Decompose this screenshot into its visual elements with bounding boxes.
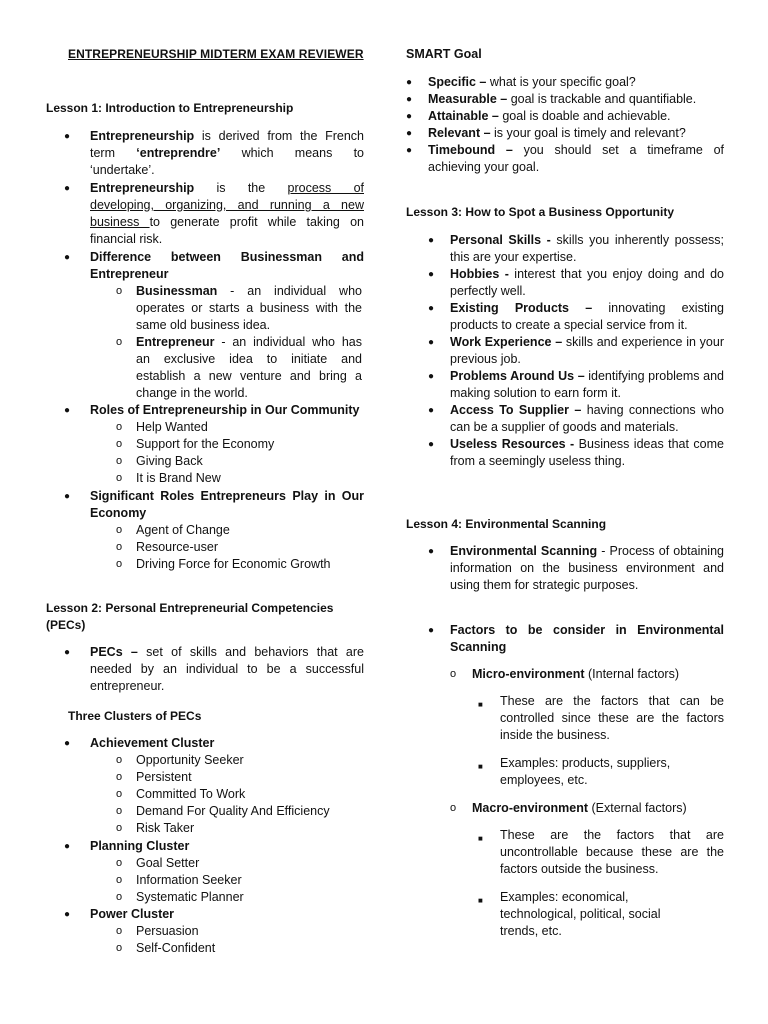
list-item: o Resource-user [116,540,218,554]
list-item: o Systematic Planner [116,890,244,904]
micro-item-1: ■ These are the factors that can be controlled since these are the factors inside the business. [478,694,724,742]
bullet-entrepreneurship-definition: ● Entrepreneurship is the process of developing, organizing, and running a new business to generate profit while taking on financial risk. [64,181,364,246]
bullet-power: ● Power Cluster [64,907,175,921]
square-bullet-icon: ■ [478,700,483,709]
list-item: ● Relevant – is your goal is timely and relevant? [406,126,686,140]
document-title: ENTREPRENEURSHIP MIDTERM EXAM REVIEWER [68,47,364,61]
list-item: o Committed To Work [116,787,246,801]
list-item: o Giving Back [116,454,203,468]
bullet-icon: ● [64,405,71,416]
square-bullet-icon: ■ [478,896,483,905]
smart-heading: SMART Goal [406,47,482,61]
bullet-icon: ● [64,491,71,502]
bullet-icon: ● [428,625,435,636]
list-item: ● Access To Supplier – having connections who can be a supplier of goods and materials. [428,403,724,434]
bullet-planning: ● Planning Cluster [64,839,190,853]
list-item: o It is Brand New [116,471,221,485]
list-item: o Goal Setter [116,856,200,870]
list-item: ● Work Experience – skills and experience in your previous job. [428,335,724,366]
lesson3-heading: Lesson 3: How to Spot a Business Opportunity [406,205,675,219]
list-item: ● Specific – what is your specific goal? [406,75,636,89]
list-item: o Help Wanted [116,420,208,434]
macro-item-1: ■ These are the factors that are uncontrollable because these are the factors outside the business. [478,828,724,876]
sub-businessman: o Businessman - an individual who operates or starts a business with the same old business idea. [116,284,362,332]
bullet-achievement: ● Achievement Cluster [64,736,215,750]
circle-bullet-icon: o [450,668,457,680]
list-item: ● Attainable – goal is doable and achievable. [406,109,671,123]
micro-item-2: ■ Examples: products, suppliers, employees, etc. [478,756,671,787]
bullet-icon: ● [64,841,71,852]
list-item: o Persuasion [116,924,199,938]
bullet-icon: ● [64,131,71,142]
list-item: ● Problems Around Us – identifying problems and making solution to earn form it. [428,369,724,400]
lesson4-heading: Lesson 4: Environmental Scanning [406,517,607,531]
sub-entrepreneur: o Entrepreneur - an individual who has an exclusive idea to initiate and establish a new venture and bring a change in the world. [116,335,362,400]
roles-list [116,419,274,487]
list-item: o Persistent [116,770,192,784]
list-item: o Self-Confident [116,941,216,955]
list-item: o Demand For Quality And Efficiency [116,804,330,818]
sub-micro-environment: o Micro-environment (Internal factors) [450,667,679,681]
smart-list [406,74,724,176]
list-item: o Agent of Change [116,523,230,537]
list-item: ● Timebound – you should set a timeframe of achieving your goal. [406,143,724,174]
bullet-pecs: ● PECs – set of skills and behaviors that are needed by an individual to be a successful entrepreneur. [64,645,364,693]
bullet-entrepreneurship-origin: ● Entrepreneurship is derived from the French term ‘entreprendre’ which means to ‘undertake’. [64,129,364,177]
macro-item-2: ■ Examples: economical, technological, political, social trends, etc. [478,890,661,938]
bullet-icon: ● [428,546,435,557]
square-bullet-icon: ■ [478,762,483,771]
list-item: ● Personal Skills - skills you inherently possess; this are your expertise. [428,233,724,264]
list-item: o Driving Force for Economic Growth [116,557,331,571]
sub-macro-environment: o Macro-environment (External factors) [450,801,687,815]
planning-list [116,855,244,906]
list-item: o Support for the Economy [116,437,275,451]
list-item: o Risk Taker [116,821,195,835]
lesson1-heading: Lesson 1: Introduction to Entrepreneurship [46,101,294,115]
bullet-environmental-scanning: ● Environmental Scanning - Process of obtaining information on the business environment and using them for strategic purposes. [428,544,724,592]
list-item: ● Measurable – goal is trackable and quantifiable. [406,92,697,106]
list-item: ● Useless Resources - Business ideas that come from a seemingly useless thing. [428,437,724,468]
bullet-significant-roles: ● Significant Roles Entrepreneurs Play in Our Economy [64,489,364,520]
bullet-icon: ● [64,647,71,658]
list-item: o Information Seeker [116,873,242,887]
circle-bullet-icon: o [116,285,123,297]
bullet-icon: ● [64,738,71,749]
circle-bullet-icon: o [116,336,123,348]
bullet-factors: ● Factors to be consider in Environmental Scanning [428,623,724,654]
significant-roles-list [116,522,331,573]
lesson2-heading: Lesson 2: Personal Entrepreneurial Competencies (PECs) [46,601,334,632]
bullet-difference: ● Difference between Businessman and Entrepreneur [64,250,364,281]
bullet-roles: ● Roles of Entrepreneurship in Our Community [64,403,360,417]
square-bullet-icon: ■ [478,834,483,843]
bullet-icon: ● [64,909,71,920]
bullet-icon: ● [64,183,71,194]
achievement-list [116,752,330,837]
bullet-icon: ● [64,252,71,263]
opportunity-list [428,232,724,470]
list-item: ● Existing Products – innovating existing products to create a special service from it. [428,301,724,332]
circle-bullet-icon: o [450,802,457,814]
power-list [116,923,215,957]
list-item: o Opportunity Seeker [116,753,244,767]
clusters-heading: Three Clusters of PECs [68,709,202,723]
list-item: ● Hobbies - interest that you enjoy doing and do perfectly well. [428,267,724,298]
